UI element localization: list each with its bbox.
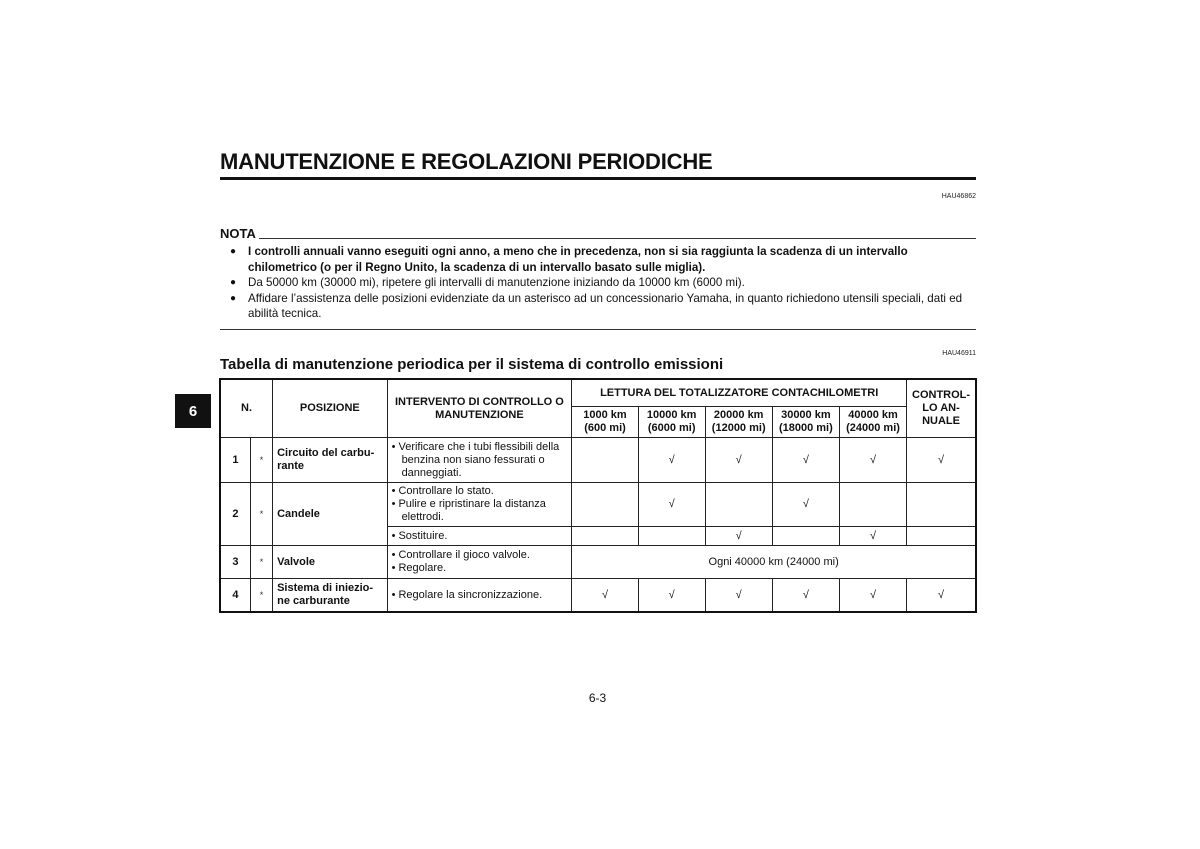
action-line: • Controllare il gioco valvole. [391,549,530,561]
check-cell: √ [638,483,705,527]
header-interval [572,407,638,438]
check-cell [572,483,638,527]
interval-km: 30000 km [781,409,831,421]
nota-item [230,275,976,291]
header-n: N. [221,380,273,438]
table-row [221,438,976,483]
bullet-icon: ● [230,292,237,304]
interval-km: 1000 km [583,409,627,421]
check-cell: √ [772,483,839,527]
header-action: INTERVENTO DI CONTROLLO O MANUTENZIONE [387,380,572,438]
nota-header [220,226,976,240]
header-position: POSIZIONE [273,380,387,438]
check-cell: √ [839,438,906,483]
asterisk-mark: * [250,579,272,612]
asterisk-mark: * [250,483,272,546]
header-annual: CONTROL-LO AN-NUALE [907,380,976,438]
header-odometer: LETTURA DEL TOTALIZZATORE CONTACHILOMETRI [572,380,907,407]
row-action [387,579,572,612]
check-cell [907,483,976,527]
check-cell [572,438,638,483]
bullet-icon: ● [230,246,237,257]
row-number: 3 [221,546,251,579]
nota-item [230,291,976,322]
nota-list [230,244,976,322]
interval-mi: (6000 mi) [647,422,696,434]
nota-end-rule [220,329,976,330]
row-number: 4 [221,579,251,612]
nota-item-text: Da 50000 km (30000 mi), ripetere gli intervalli di manutenzione iniziando da 10000 km (6000 mi). [248,276,745,290]
nota-rule [259,238,976,239]
nota-label: NOTA [220,226,256,241]
row-action [387,438,572,483]
check-cell: √ [638,579,705,612]
action-line: • Verificare che i tubi flessibili della benzina non siano fessurati o danneggiati. [391,440,560,479]
check-cell [572,527,638,546]
header-interval [638,407,705,438]
asterisk-mark: * [250,438,272,483]
page-number: 6-3 [588,691,607,705]
nota-item [230,244,976,275]
row-number: 2 [221,483,251,546]
interval-km: 40000 km [848,409,898,421]
header-interval [772,407,839,438]
row-position: Valvole [273,546,387,579]
action-line: • Controllare lo stato. [391,485,494,497]
check-cell: √ [907,438,976,483]
page-title: MANUTENZIONE E REGOLAZIONI PERIODICHE [220,149,976,180]
check-cell: √ [839,579,906,612]
check-cell: √ [705,579,772,612]
header-interval [839,407,906,438]
action-line: • Sostituire. [391,529,448,542]
row-action [387,527,572,546]
nota-item-text: Affidare l’assistenza delle posizioni evidenziate da un asterisco ad un concessionario Yamaha, in quanto richiedono utensili speciali, dati ed abilità tecnica. [248,291,963,321]
section-code: HAU46911 [942,350,976,357]
check-cell: √ [772,438,839,483]
bullet-icon: ● [230,277,237,289]
table-row [221,579,976,612]
check-cell [705,483,772,527]
interval-km: 20000 km [713,409,764,421]
check-cell [839,483,906,527]
check-cell: √ [705,527,772,546]
check-cell: √ [907,579,976,612]
row-number: 1 [221,438,251,483]
action-line: • Pulire e ripristinare la distanza elettrodi. [391,498,546,523]
table-title: Tabella di manutenzione periodica per il sistema di controllo emissioni [220,356,724,373]
interval-mi: (18000 mi) [778,422,833,434]
interval-mi: (600 mi) [584,422,626,434]
row-position: Sistema di iniezio-ne carburante [273,579,387,612]
nota-item-text: I controlli annuali vanno eseguiti ogni anno, a meno che in precedenza, non si sia raggiunta la scadenza di un intervallo chilometrico (o per il Regno Unito, la scadenza di un intervallo basato sulle miglia). [248,245,908,274]
chapter-tab: 6 [175,394,211,428]
row-position: Circuito del carbu-rante [273,438,387,483]
check-cell [638,527,705,546]
check-cell [907,527,976,546]
table-row [221,483,976,527]
asterisk-mark: * [250,546,272,579]
row-action [387,483,572,527]
check-cell: √ [772,579,839,612]
interval-km: 10000 km [646,409,697,421]
header-interval [705,407,772,438]
interval-mi: (24000 mi) [846,422,900,434]
interval-note: Ogni 40000 km (24000 mi) [572,546,976,579]
check-cell: √ [705,438,772,483]
action-line: • Regolare. [391,562,447,574]
row-action [387,546,572,579]
action-line: • Regolare la sincronizzazione. [391,588,543,601]
table-row [221,546,976,579]
row-position: Candele [273,483,387,546]
check-cell [772,527,839,546]
check-cell: √ [638,438,705,483]
check-cell: √ [839,527,906,546]
check-cell: √ [572,579,638,612]
interval-mi: (12000 mi) [711,422,766,434]
maintenance-table [220,379,976,612]
section-code: HAU46862 [941,193,976,200]
